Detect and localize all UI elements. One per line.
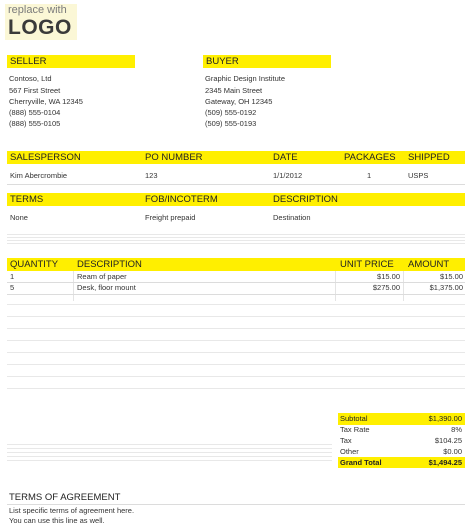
seller-heading: SELLER	[7, 55, 135, 68]
column-separator	[403, 271, 404, 301]
value-shipped: USPS	[408, 171, 429, 180]
other-label: Other	[340, 447, 359, 456]
blank-rows	[7, 234, 465, 246]
header-po-number: PO NUMBER	[145, 152, 203, 163]
header-unit-price: UNIT PRICE	[340, 259, 394, 270]
header-salesperson: SALESPERSON	[10, 152, 81, 163]
item-1-desc: Ream of paper	[77, 272, 127, 281]
column-separator	[335, 271, 336, 301]
blank-item-rows	[7, 304, 465, 400]
buyer-heading: BUYER	[203, 55, 331, 68]
buyer-line-4: (509) 555-0192	[205, 108, 257, 117]
subtotal-value: $1,390.00	[428, 414, 462, 423]
item-2-unit-price: $275.00	[372, 283, 400, 292]
seller-line-1: Contoso, Ltd	[9, 74, 52, 83]
buyer-line-1: Graphic Design Institute	[205, 74, 286, 83]
header-amount: AMOUNT	[408, 259, 450, 270]
value-fob-incoterm: Freight prepaid	[145, 213, 196, 222]
value-packages: 1	[367, 171, 372, 180]
seller-line-5: (888) 555-0105	[9, 119, 61, 128]
divider	[7, 184, 465, 185]
grand-total-label: Grand Total	[340, 458, 382, 467]
value-po-number: 123	[145, 171, 158, 180]
item-1-amount: $15.00	[440, 272, 463, 281]
logo-line-2: LOGO	[8, 16, 72, 39]
seller-line-2: 567 First Street	[9, 86, 61, 95]
item-1-qty: 1	[10, 272, 15, 281]
agreement-heading: TERMS OF AGREEMENT	[9, 492, 121, 503]
header-packages: PACKAGES	[344, 152, 396, 163]
value-description: Destination	[273, 213, 311, 222]
value-salesperson: Kim Abercrombie	[10, 171, 68, 180]
tax-rate-value: 8%	[451, 425, 462, 434]
header-terms: TERMS	[10, 194, 44, 205]
item-2-desc: Desk, floor mount	[77, 283, 136, 292]
seller-line-3: Cherryville, WA 12345	[9, 97, 83, 106]
blank-left-rows	[7, 444, 332, 464]
buyer-line-3: Gateway, OH 12345	[205, 97, 273, 106]
tax-rate-label: Tax Rate	[340, 425, 370, 434]
seller-line-4: (888) 555-0104	[9, 108, 61, 117]
agreement-line-1: List specific terms of agreement here.	[9, 506, 135, 515]
tax-value: $104.25	[434, 436, 462, 445]
agreement-line-2: You can use this line as well.	[9, 516, 105, 525]
buyer-line-2: 2345 Main Street	[205, 86, 263, 95]
header-fob-incoterm: FOB/INCOTERM	[145, 194, 218, 205]
column-separator	[73, 271, 74, 301]
grand-total-value: $1,494.25	[428, 458, 462, 467]
header-shipped: SHIPPED	[408, 152, 450, 163]
header-item-description: DESCRIPTION	[77, 259, 142, 270]
logo-line-1: replace with	[8, 4, 67, 16]
tax-label: Tax	[340, 436, 352, 445]
subtotal-label: Subtotal	[340, 414, 368, 423]
header-description: DESCRIPTION	[273, 194, 338, 205]
other-value: $0.00	[443, 447, 462, 456]
terms-header-bar	[7, 193, 465, 206]
value-date: 1/1/2012	[273, 171, 303, 180]
divider	[7, 294, 465, 295]
items-header-bar	[7, 258, 465, 271]
header-quantity: QUANTITY	[10, 259, 59, 270]
item-2-amount: $1,375.00	[429, 283, 463, 292]
logo-placeholder	[5, 4, 77, 40]
item-2-qty: 5	[10, 283, 15, 292]
header-date: DATE	[273, 152, 298, 163]
item-1-unit-price: $15.00	[377, 272, 400, 281]
value-terms: None	[10, 213, 28, 222]
buyer-line-5: (509) 555-0193	[205, 119, 257, 128]
